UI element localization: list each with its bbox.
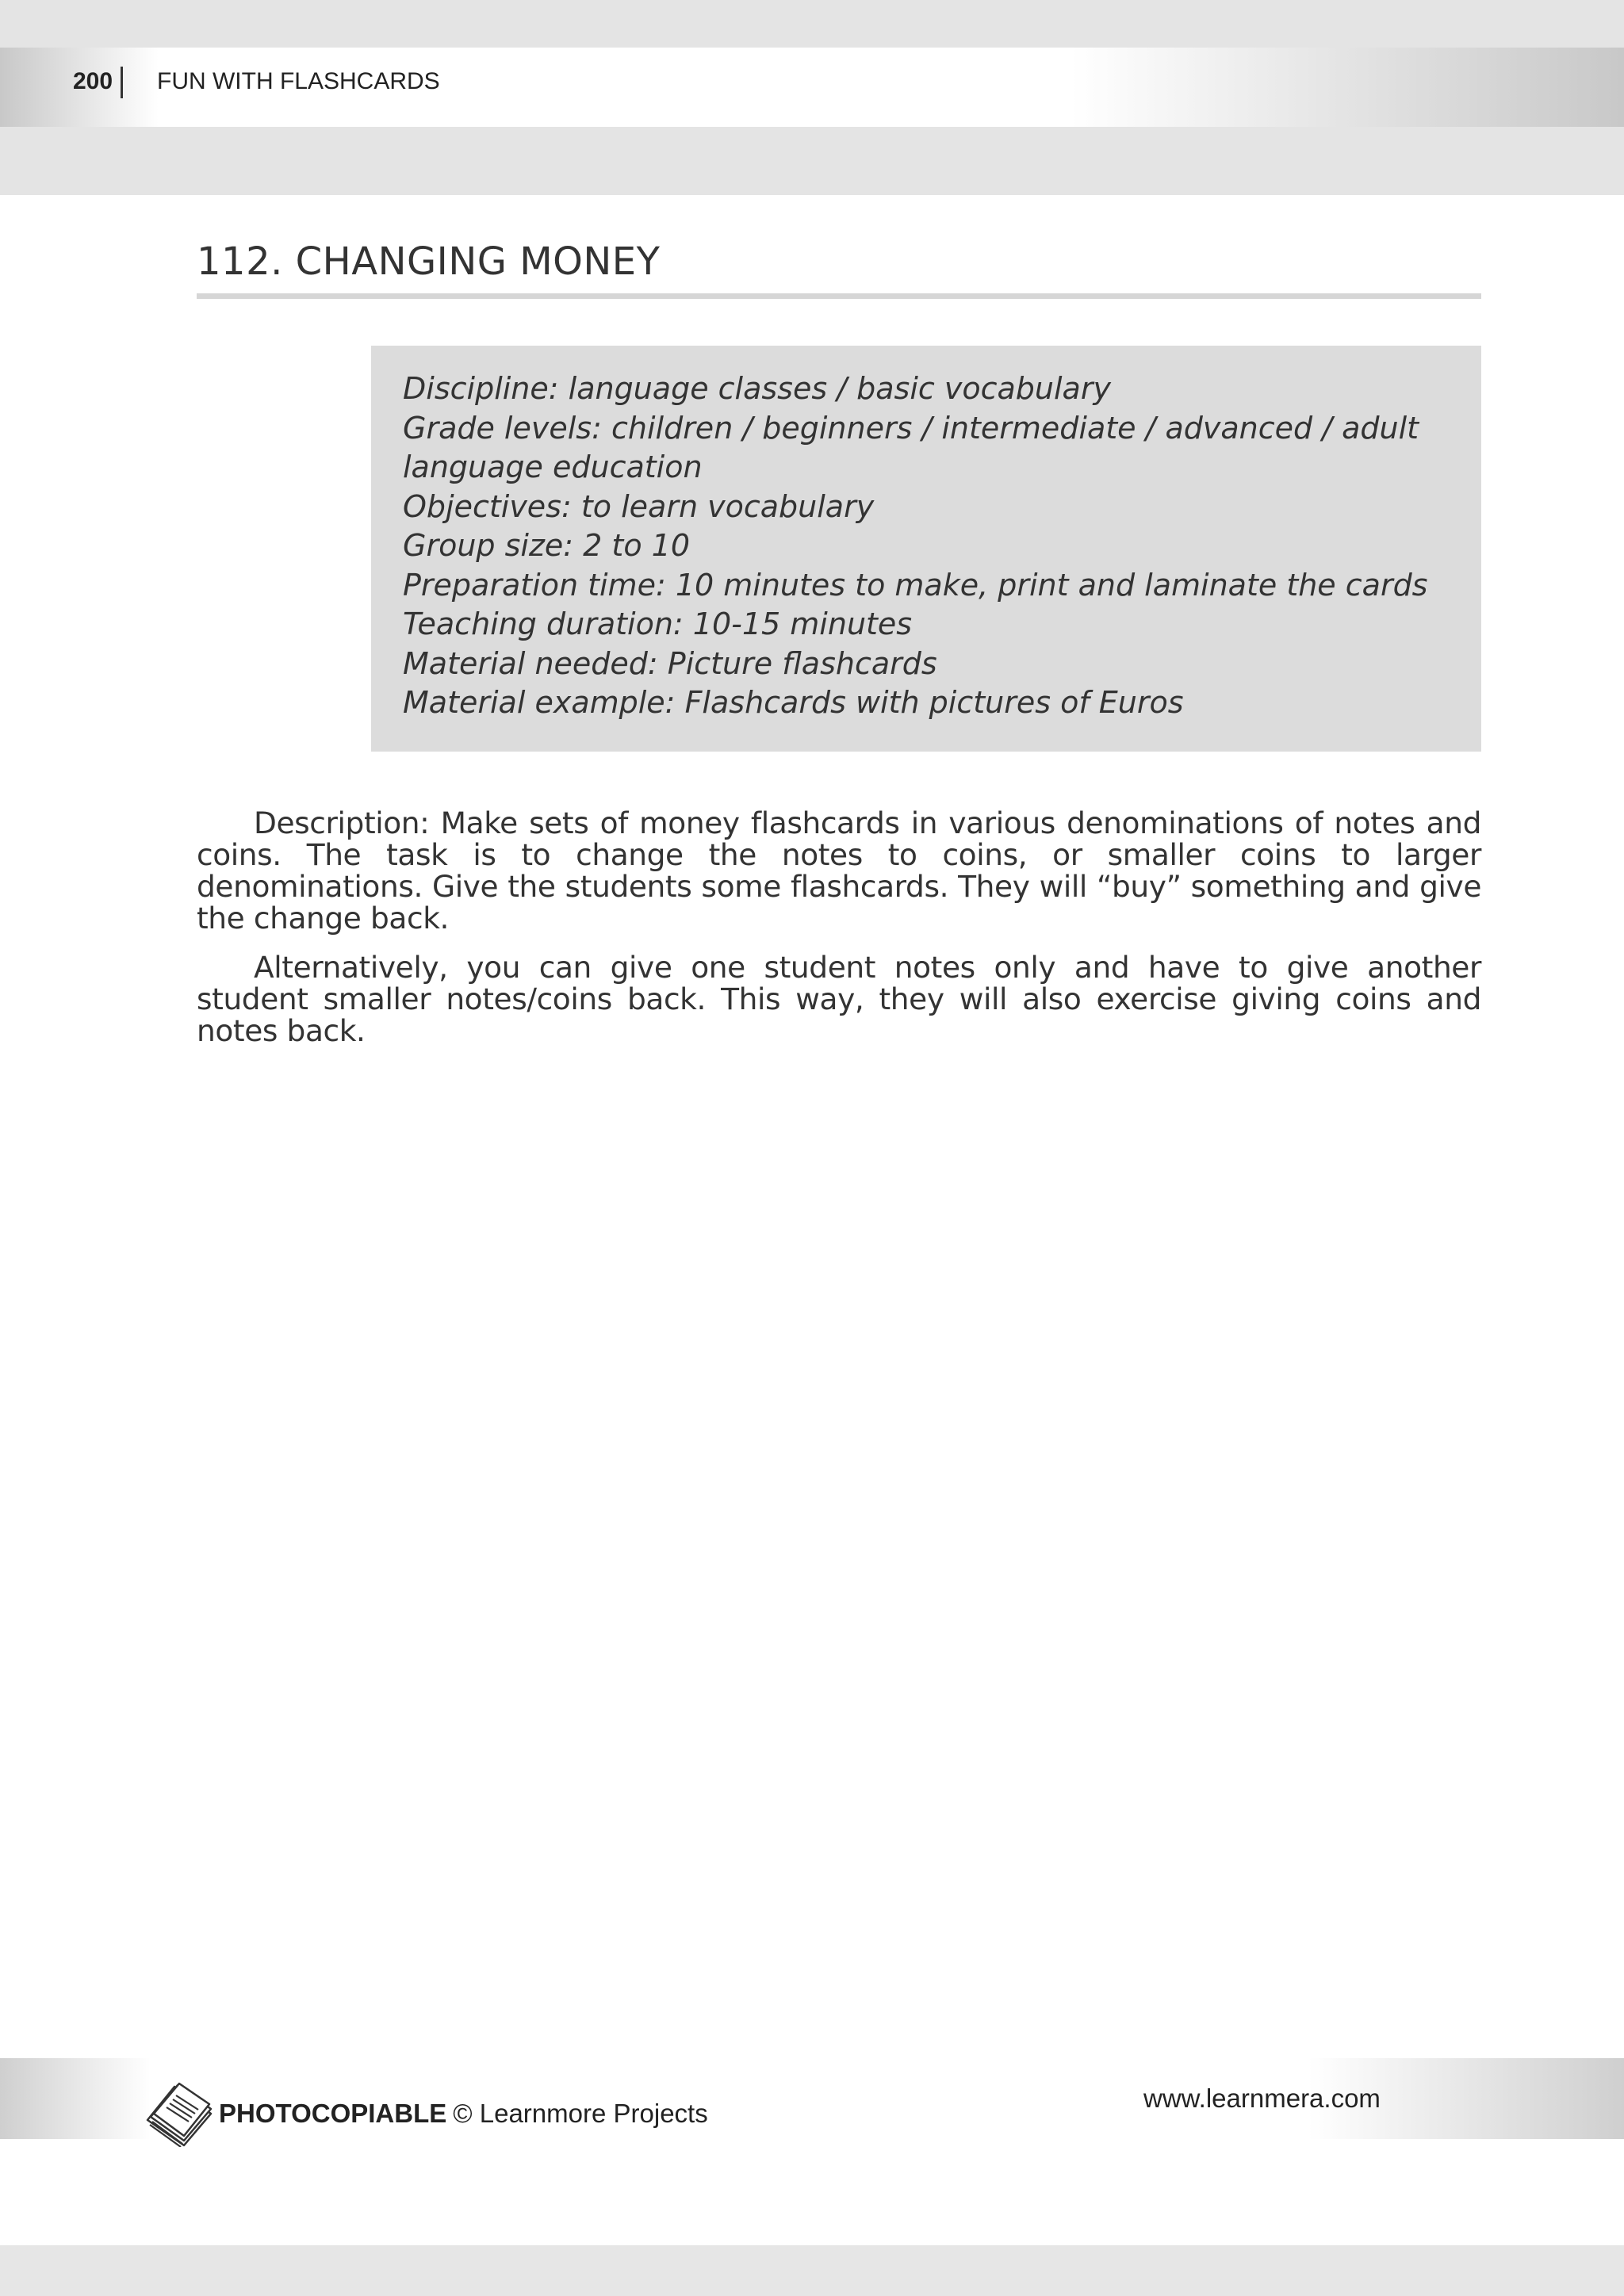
- running-head: FUN WITH FLASHCARDS: [157, 68, 440, 94]
- activity-info-box: [371, 346, 1481, 752]
- info-teaching-duration: Teaching duration: 10-15 minutes: [403, 607, 913, 641]
- photocopiable-label: PHOTOCOPIABLE: [219, 2099, 447, 2128]
- photocopy-pages-icon: [143, 2080, 216, 2147]
- page-number: 200: [73, 68, 113, 94]
- header-separator: [121, 67, 123, 98]
- info-objectives: Objectives: to learn vocabulary: [403, 488, 875, 524]
- info-material-needed: Material needed: Picture flashcards: [403, 645, 937, 681]
- footer-credit: [143, 2080, 708, 2147]
- body-text: [197, 807, 1481, 1064]
- info-material-example: Material example: Flashcards with pictures of Euros: [403, 685, 1184, 720]
- info-grade-levels: Grade levels: children / beginners / intermediate / advanced / adult: [403, 410, 1419, 446]
- info-grade-levels-cont: language education: [403, 450, 703, 484]
- title-rule: [197, 293, 1481, 299]
- copyright-label: © Learnmore Projects: [453, 2099, 708, 2128]
- info-group-size: Group size: 2 to 10: [403, 528, 691, 563]
- info-discipline: Discipline: language classes / basic vocabulary: [403, 371, 1111, 406]
- header-band: [0, 127, 1624, 195]
- bottom-band: [0, 2245, 1624, 2296]
- website-link[interactable]: www.learnmera.com: [1143, 2084, 1381, 2113]
- alternative-paragraph: Alternatively, you can give one student notes only and have to give another student smaller notes/coins back. This way, they will also exercise giving coins and notes back.: [197, 950, 1481, 1048]
- info-preparation-time: Preparation time: 10 minutes to make, print and laminate the cards: [403, 567, 1428, 603]
- description-paragraph: Description: Make sets of money flashcards in various denominations of notes and coins. The task is to change the notes to coins, or smaller coins to larger denominations. Give the students some flashcards. They will “buy” something and give the change back.: [197, 806, 1481, 936]
- section-title: 112. CHANGING MONEY: [197, 239, 661, 284]
- top-strip: [0, 0, 1624, 48]
